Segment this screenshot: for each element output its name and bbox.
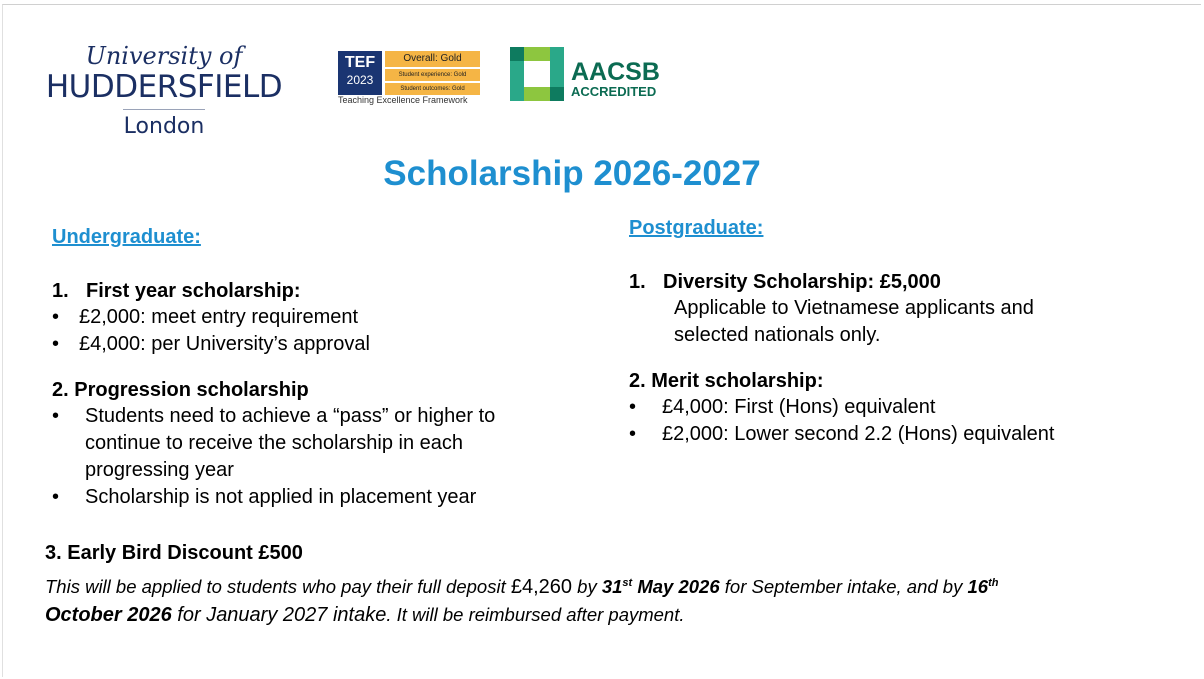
ug-progression-title: 2. Progression scholarship (52, 379, 309, 401)
list-item-text: progressing year (85, 459, 234, 481)
aacsb-status: ACCREDITED (571, 84, 657, 99)
university-logo (44, 42, 284, 140)
list-item-text: continue to receive the scholarship in each (85, 432, 464, 454)
pg-diversity-number: 1. (629, 271, 646, 293)
eb-deposit: £4,260 (510, 576, 573, 599)
bullet-icon: • (629, 423, 637, 445)
eb-text: This will be applied to students who pay their full deposit (45, 576, 511, 598)
eb-date2-sup: th (988, 577, 999, 589)
pg-diversity-line-1: Applicable to Vietnamese applicants and (674, 297, 1034, 319)
tef-experience: Student experience: Gold (385, 69, 480, 81)
bullet-icon: • (52, 486, 60, 508)
tef-badge-year: 2023 (346, 73, 374, 87)
tef-overall: Overall: Gold (385, 51, 480, 67)
eb-text: for January 2027 intake (171, 604, 387, 627)
eb-date2-rest: October 2026 (45, 604, 172, 627)
pg-diversity-title: Diversity Scholarship: £5,000 (663, 271, 941, 293)
postgraduate-heading[interactable]: Postgraduate: (629, 217, 764, 239)
bullet-icon: • (52, 333, 60, 355)
bullet-icon: • (52, 306, 60, 328)
eb-date2-day: 16 (967, 576, 989, 598)
logo-line-2: HUDDERSFIELD (45, 69, 283, 105)
tef-outcomes: Student outcomes: Gold (385, 83, 480, 95)
bullet-icon: • (52, 405, 60, 427)
logo-divider (123, 109, 205, 110)
aacsb-name: AACSB (571, 58, 660, 86)
list-item-text: Students need to achieve a “pass” or higher to (85, 405, 496, 427)
logo-line-1: University of (85, 42, 243, 70)
list-item-text: £4,000: per University’s approval (79, 333, 370, 355)
tef-badge-title: TEF (344, 54, 376, 71)
bullet-icon: • (629, 396, 637, 418)
tef-badge (338, 51, 382, 95)
tef-caption: Teaching Excellence Framework (338, 95, 468, 105)
ug-first-title: First year scholarship: (86, 280, 301, 302)
pg-diversity-line-2: selected nationals only. (674, 324, 881, 346)
pg-merit-title: 2. Merit scholarship: (629, 370, 824, 392)
eb-date1-day: 31 (601, 576, 623, 598)
aacsb-emblem-icon (510, 47, 564, 101)
tef-logo (338, 51, 484, 107)
list-item-text: Scholarship is not applied in placement year (85, 486, 477, 508)
list-item-text: £2,000: meet entry requirement (79, 306, 359, 328)
early-bird-description (45, 570, 1175, 629)
ug-first-number: 1. (52, 280, 69, 302)
eb-text: by (572, 576, 602, 598)
eb-text: . It will be reimbursed after payment. (386, 604, 685, 626)
page-title: Scholarship 2026-2027 (383, 154, 761, 193)
list-item-text: £2,000: Lower second 2.2 (Hons) equivalent (662, 423, 1055, 445)
eb-text: for September intake, and by (719, 576, 968, 598)
logo-line-3: London (123, 114, 205, 139)
undergraduate-heading[interactable]: Undergraduate: (52, 226, 201, 248)
eb-date1-sup: st (622, 577, 633, 589)
eb-date1-rest: May 2026 (632, 576, 720, 598)
list-item-text: £4,000: First (Hons) equivalent (662, 396, 936, 418)
early-bird-title: 3. Early Bird Discount £500 (45, 542, 303, 564)
